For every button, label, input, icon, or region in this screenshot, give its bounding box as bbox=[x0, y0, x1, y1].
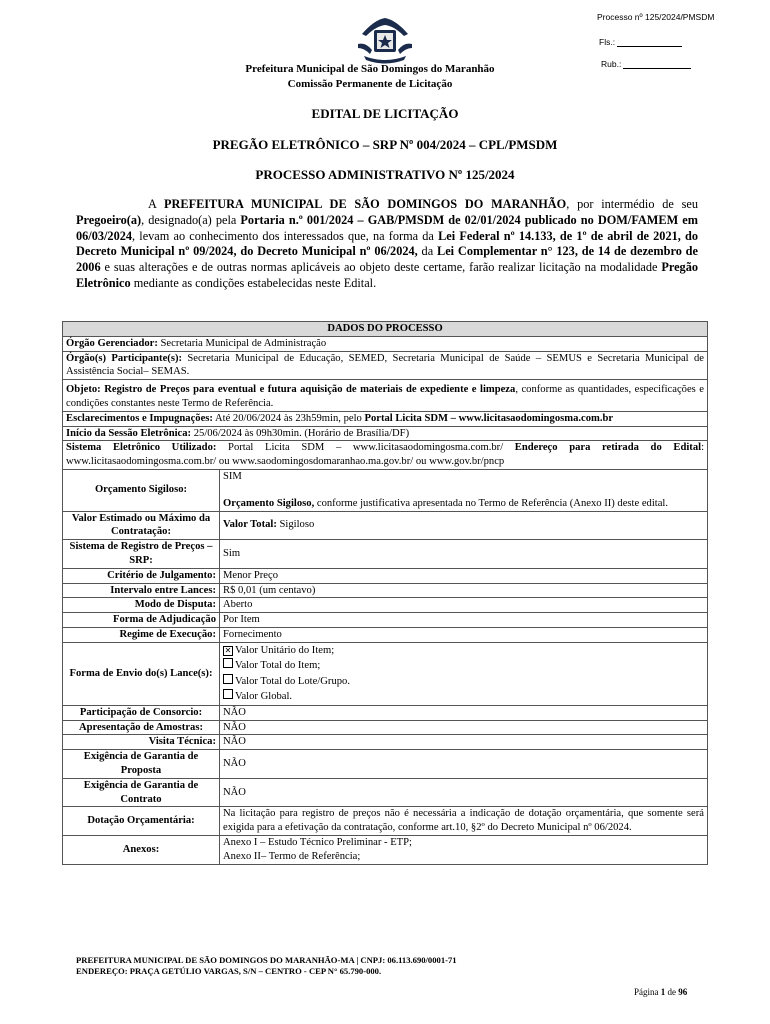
page-number: Página 1 de 96 bbox=[634, 987, 688, 997]
orcamento-sim: SIM bbox=[223, 470, 242, 482]
orcamento-value: SIM Orçamento Sigiloso, conforme justificativa apresentada no Termo de Referência (Anexo II) deste edital. bbox=[220, 469, 708, 511]
amostras-value: NÃO bbox=[220, 720, 708, 735]
regime-label: Regime de Execução: bbox=[63, 627, 220, 642]
process-reference: Processo nº 125/2024/PMSDM bbox=[597, 12, 715, 22]
fls-label: Fls.: bbox=[599, 37, 616, 47]
header-line1: Prefeitura Municipal de São Domingos do Maranhão bbox=[245, 63, 495, 75]
header-line2: Comissão Permanente de Licitação bbox=[287, 78, 453, 90]
anexo-2: Anexo II– Termo de Referência; bbox=[223, 850, 361, 862]
modo-label: Modo de Disputa: bbox=[63, 598, 220, 613]
visita-label: Visita Técnica: bbox=[63, 735, 220, 750]
footer-line1: PREFEITURA MUNICIPAL DE SÃO DOMINGOS DO MARANHÃO-MA | CNPJ: 06.113.690/0001-71 bbox=[76, 955, 457, 965]
coat-of-arms-logo bbox=[354, 14, 416, 64]
garantia-contrato-label: Exigência de Garantia de Contrato bbox=[63, 778, 220, 807]
modo-value: Aberto bbox=[220, 598, 708, 613]
process-data-table bbox=[62, 321, 708, 865]
processo-title: PROCESSO ADMINISTRATIVO Nº 125/2024 bbox=[255, 167, 515, 182]
visita-value: NÃO bbox=[220, 735, 708, 750]
orgaos-participantes-row: Órgão(s) Participante(s): Secretaria Municipal de Educação, SEMED, Secretaria Municipal de Saúde – SEMUS e Secretaria Municipal de Assistência Social– SEMAS. bbox=[63, 351, 708, 380]
inicio-sessao-row: Início da Sessão Eletrônica: 25/06/2024 às 09h30min. (Horário de Brasília/DF) bbox=[63, 426, 708, 441]
pregao-title: PREGÃO ELETRÔNICO – SRP Nº 004/2024 – CPL/PMSDM bbox=[212, 137, 558, 152]
anexos-label: Anexos: bbox=[63, 835, 220, 864]
orgao-gerenciador-row: Órgão Gerenciador: Secretaria Municipal de Administração bbox=[63, 336, 708, 351]
criterio-label: Critério de Julgamento: bbox=[63, 568, 220, 583]
adjudicacao-value: Por Item bbox=[220, 613, 708, 628]
checked-box-icon: ✕ bbox=[224, 645, 232, 655]
empty-checkbox-icon bbox=[223, 689, 233, 699]
orcamento-label: Orçamento Sigiloso: bbox=[63, 469, 220, 511]
rub-label: Rub.: bbox=[601, 59, 622, 69]
dotacao-value: Na licitação para registro de preços não é necessária a indicação de dotação orçamentária, que somente será exigida para a efetivação da contratação, conforme art.10, §2º do Decreto Municipal nº 06/2024. bbox=[220, 807, 708, 836]
garantia-proposta-value: NÃO bbox=[220, 750, 708, 779]
envio-option-total-item[interactable]: Valor Total do Item; bbox=[223, 658, 704, 674]
edital-title: EDITAL DE LICITAÇÃO bbox=[311, 106, 459, 121]
garantia-proposta-label: Exigência de Garantia de Proposta bbox=[63, 750, 220, 779]
footer-line2: ENDEREÇO: PRAÇA GETÚLIO VARGAS, S/N – CENTRO - CEP N° 65.790-000. bbox=[76, 966, 382, 976]
valor-value: Valor Total: Sigiloso bbox=[220, 511, 708, 540]
empty-checkbox-icon bbox=[223, 658, 233, 668]
envio-label: Forma de Envio do(s) Lance(s): bbox=[63, 642, 220, 705]
amostras-label: Apresentação de Amostras: bbox=[63, 720, 220, 735]
srp-value: Sim bbox=[220, 540, 708, 569]
dotacao-label: Dotação Orçamentária: bbox=[63, 807, 220, 836]
adjudicacao-label: Forma de Adjudicação bbox=[63, 613, 220, 628]
sistema-row: Sistema Eletrônico Utilizado: Portal Licita SDM – www.licitasaodomingosma.com.br/ Endereço para retirada do Edital: www.licitasaodomingosma.com.br/ ou www.saodomingosdomaranhao.ma.gov.br/ ou www.gov.br/pncp bbox=[63, 441, 708, 470]
table-heading: DADOS DO PROCESSO bbox=[63, 322, 708, 337]
anexo-1: Anexo I – Estudo Técnico Preliminar - ETP; bbox=[223, 836, 412, 848]
valor-label: Valor Estimado ou Máximo da Contratação: bbox=[63, 511, 220, 540]
criterio-value: Menor Preço bbox=[220, 568, 708, 583]
regime-value: Fornecimento bbox=[220, 627, 708, 642]
intervalo-value: R$ 0,01 (um centavo) bbox=[220, 583, 708, 598]
envio-options bbox=[220, 642, 708, 705]
empty-checkbox-icon bbox=[223, 674, 233, 684]
esclarecimentos-row: Esclarecimentos e Impugnações: Até 20/06/2024 às 23h59min, pelo Portal Licita SDM – www.licitasaodomingosma.com.br bbox=[63, 411, 708, 426]
intervalo-label: Intervalo entre Lances: bbox=[63, 583, 220, 598]
garantia-contrato-value: NÃO bbox=[220, 778, 708, 807]
objeto-row: Objeto: Registro de Preços para eventual e futura aquisição de materiais de expediente e limpeza, conforme as quantidades, especificações e condições constantes neste Termo de Referência. bbox=[63, 380, 708, 412]
envio-option-global[interactable]: Valor Global. bbox=[223, 689, 704, 705]
anexos-value bbox=[220, 835, 708, 864]
consorcio-label: Participação de Consorcio: bbox=[63, 705, 220, 720]
intro-paragraph: A PREFEITURA MUNICIPAL DE SÃO DOMINGOS DO MARANHÃO, por intermédio de seu Pregoeiro(a), designado(a) pela Portaria n.º 001/2024 – GAB/PMSDM de 02/01/2024 publicado no DOM/FAMEM em 06/03/2024, levam ao conhecimento dos interessados que, na forma da Lei Federal nº 14.133, de 1º de abril de 2021, do Decreto Municipal nº 09/2024, do Decreto Municipal nº 06/2024, da Lei Complementar n° 123, de 14 de dezembro de 2006 e suas alterações e de outras normas aplicáveis ao objeto deste certame, farão realizar licitação na modalidade Pregão Eletrônico mediante as condições estabelecidas neste Edital. bbox=[76, 197, 698, 290]
fls-field bbox=[599, 37, 682, 47]
srp-label: Sistema de Registro de Preços – SRP: bbox=[63, 540, 220, 569]
consorcio-value: NÃO bbox=[220, 705, 708, 720]
envio-option-lote[interactable]: Valor Total do Lote/Grupo. bbox=[223, 674, 704, 690]
envio-option-unitario[interactable]: ✕ Valor Unitário do Item; bbox=[224, 644, 335, 656]
